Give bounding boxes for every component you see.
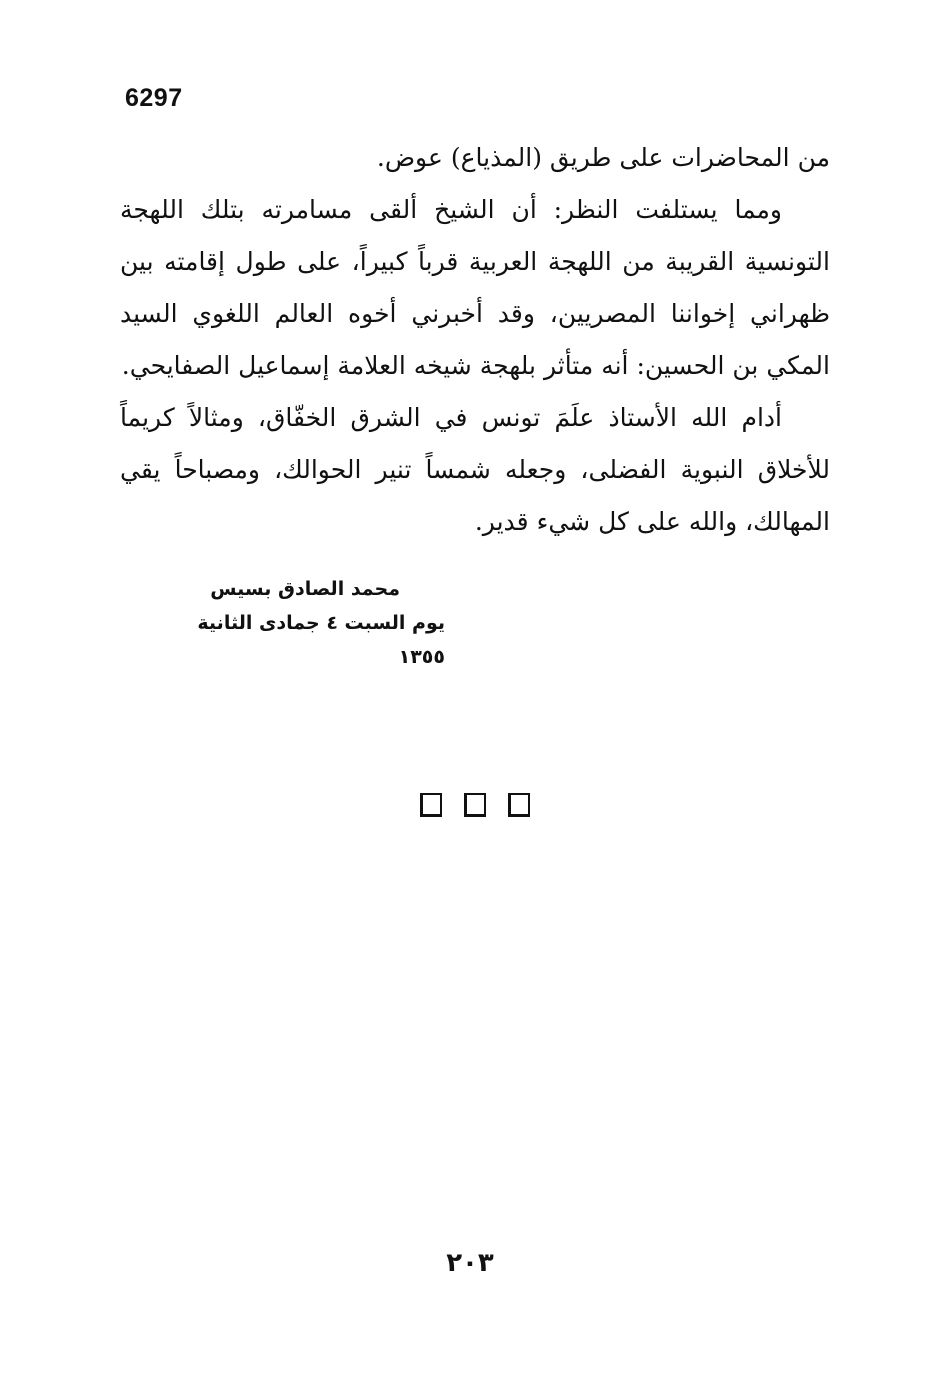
paragraph-1: من المحاضرات على طريق (المذياع) عوض. <box>376 143 830 172</box>
page-number: ٢٠٣ <box>446 1248 494 1278</box>
paragraph-3: أدام الله الأستاذ علَمَ تونس في الشرق الخفّاق، ومثالاً كريماً للأخلاق النبوية الفضلى، وجعله شمساً تنير الحوالك، ومصباحاً يقي المهالك، والله على كل شيء قدير. <box>120 403 830 536</box>
document-id: 6297 <box>125 84 183 112</box>
square-ornament-icon <box>464 793 486 817</box>
signature-date: يوم السبت ٤ جمادى الثانية ١٣٥٥ <box>197 612 445 668</box>
section-separator-icon <box>420 793 530 817</box>
square-ornament-icon <box>508 793 530 817</box>
body-text <box>120 132 830 548</box>
author-name: محمد الصادق بسيس <box>210 578 400 600</box>
square-ornament-icon <box>420 793 442 817</box>
paragraph-2: ومما يستلفت النظر: أن الشيخ ألقى مسامرته بتلك اللهجة التونسية القريبة من اللهجة العربية قرباً كبيراً، على طول إقامته بين ظهراني إخواننا المصريين، وقد أخبرني أخوه العالم اللغوي السيد المكي بن الحسين: أنه متأثر بلهجة شيخه العلامة إسماعيل الصفايحي. <box>120 195 830 380</box>
signature-block <box>160 572 445 674</box>
